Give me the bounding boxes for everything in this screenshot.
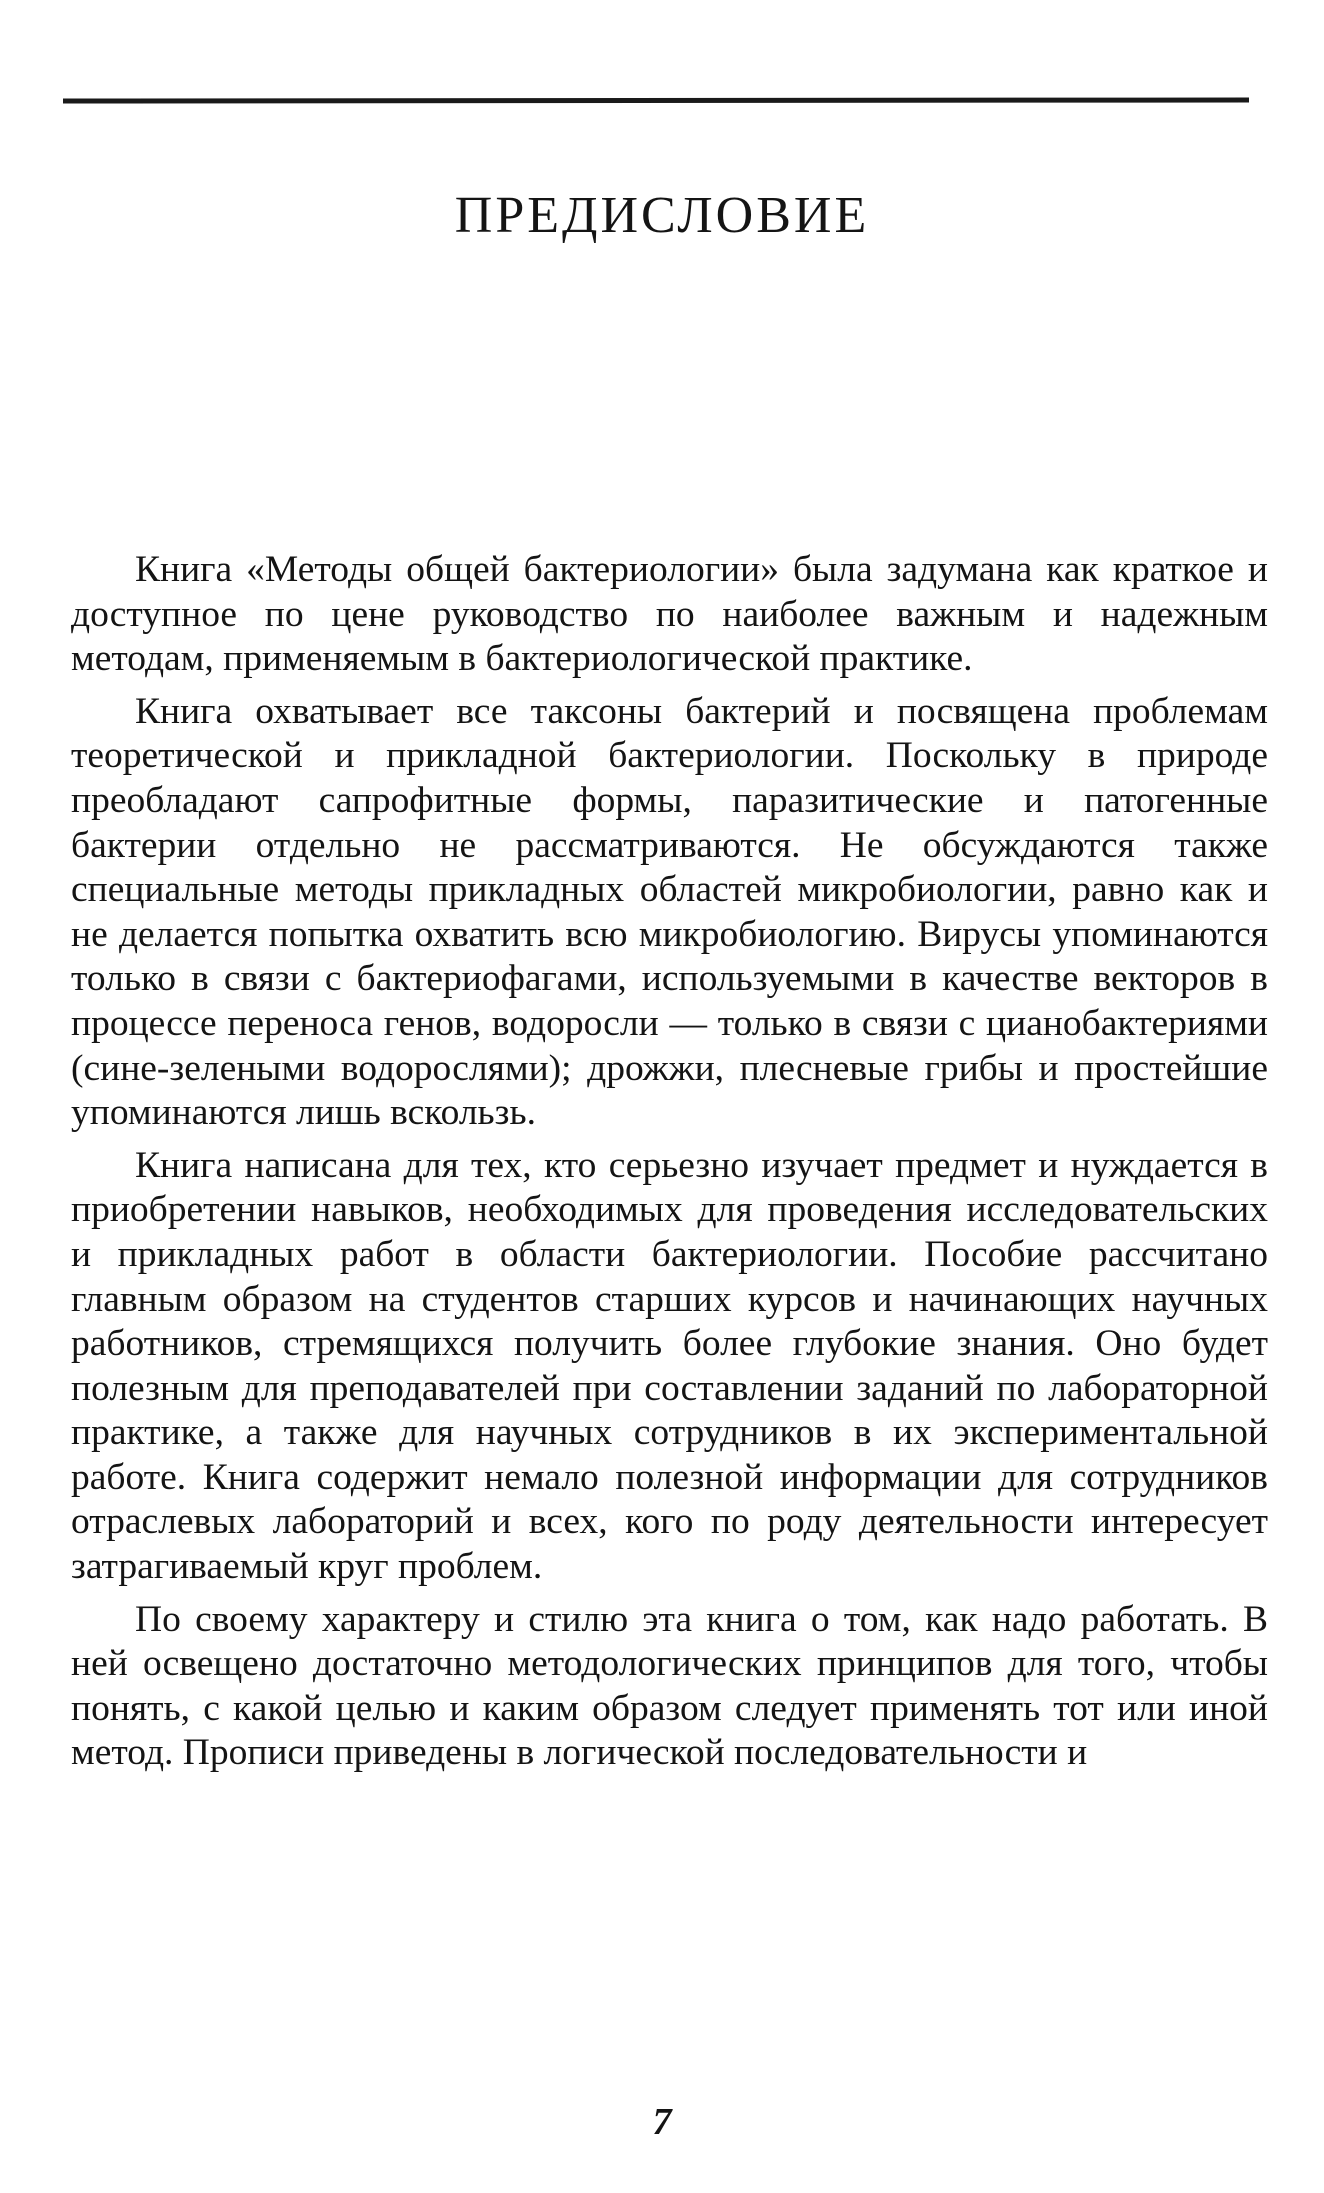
top-rule	[63, 97, 1249, 103]
paragraph: Книга охватывает все таксоны бактерий и посвящена проблемам теоретической и прикладной бактериологии. Поскольку в природе преобладают сапрофитные формы, паразитические и патогенные бактерии отдельно не рассматриваются. Не обсуждаются также специальные методы прикладных областей микробиологии, равно как и не делается попытка охватить всю микробиологию. Вирусы упоминаются только в связи с бактериофагами, используемыми в качестве векторов в процессе переноса генов, водоросли — только в связи с цианобактериями (сине-зелеными водорослями); дрожжи, плесневые грибы и простейшие упоминаются лишь вскользь.	[71, 690, 1268, 1134]
chapter-title: ПРЕДИСЛОВИЕ	[454, 187, 870, 244]
preface-body	[71, 548, 1268, 1784]
paragraph: Книга написана для тех, кто серьезно изучает предмет и нуждается в приобретении навыков, необходимых для проведения исследовательских и прикладных работ в области бактериологии. Пособие рассчитано главным образом на студентов старших курсов и начинающих научных работников, стремящихся получить более глубокие знания. Оно будет полезным для преподавателей при составлении заданий по лабораторной практике, а также для научных сотрудников в их экспериментальной работе. Книга содержит немало полезной информации для сотрудников отраслевых лабораторий и всех, кого по роду деятельности интересует затрагиваемый круг проблем.	[71, 1144, 1268, 1588]
paragraph: Книга «Методы общей бактериологии» была задумана как краткое и доступное по цене руководство по наиболее важным и надежным методам, применяемым в бактериологической практике.	[71, 549, 1268, 680]
page-number: 7	[652, 2101, 672, 2143]
paragraph: По своему характеру и стилю эта книга о том, как надо работать. В ней освещено достаточно методологических принципов для того, чтобы понять, с какой целью и каким образом следует применять тот или иной метод. Прописи приведены в логической последовательности и	[71, 1598, 1268, 1774]
